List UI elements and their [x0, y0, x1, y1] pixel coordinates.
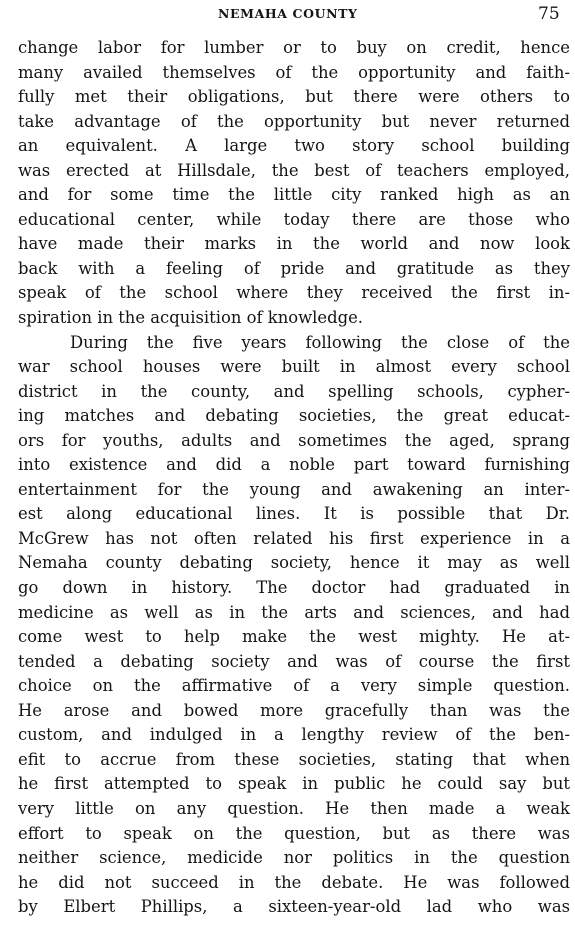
text-line: McGrew has not often related his first experience in a	[18, 528, 570, 548]
text-line: fully met their obligations, but there were others to	[18, 87, 570, 107]
text-line: an equivalent. A large two story school building	[18, 136, 570, 156]
text-line: effort to speak on the question, but as there was	[18, 823, 570, 843]
text-line: entertainment for the young and awakening an inter-	[18, 479, 570, 499]
text-line: go down in history. The doctor had graduated in	[18, 578, 570, 598]
paragraph-end-line: spiration in the acquisition of knowledge.	[18, 308, 364, 328]
text-line: back with a feeling of pride and gratitude as they	[18, 258, 570, 278]
text-line: medicine as well as in the arts and sciences, and had	[18, 602, 570, 622]
text-line: efit to accrue from these societies, stating that when	[18, 749, 570, 769]
text-line: come west to help make the west mighty. He at-	[18, 627, 570, 647]
text-line: very little on any question. He then made a weak	[18, 798, 570, 818]
paragraph-start-line: During the five years following the close of the	[70, 332, 570, 352]
text-line: custom, and indulged in a lengthy review of the ben-	[18, 725, 570, 745]
text-line: many availed themselves of the opportunity and faith-	[18, 62, 570, 82]
text-line: speak of the school where they received the first in-	[18, 283, 570, 303]
text-line: by Elbert Phillips, a sixteen-year-old lad who was	[18, 897, 570, 917]
text-line: he did not succeed in the debate. He was followed	[18, 872, 570, 892]
text-line: choice on the affirmative of a very simple question.	[18, 676, 570, 696]
page-header	[0, 4, 575, 26]
text-line: tended a debating society and was of course the first	[18, 651, 570, 671]
text-line: he first attempted to speak in public he could say but	[18, 774, 570, 794]
text-line: educational center, while today there are those who	[18, 209, 570, 229]
text-line: change labor for lumber or to buy on credit, hence	[18, 38, 570, 57]
text-line: ing matches and debating societies, the great educat-	[18, 406, 570, 426]
page-number: 75	[538, 4, 560, 24]
text-line: neither science, medicide nor politics in the question	[18, 848, 570, 868]
running-head: NEMAHA COUNTY	[218, 6, 358, 21]
text-line: district in the county, and spelling schools, cypher-	[18, 381, 570, 401]
text-line: have made their marks in the world and now look	[18, 234, 570, 254]
text-line: est along educational lines. It is possible that Dr.	[18, 504, 570, 524]
body-text	[18, 36, 570, 920]
text-line: He arose and bowed more gracefully than was the	[18, 700, 570, 720]
text-line: war school houses were built in almost every school	[18, 357, 570, 377]
text-line: take advantage of the opportunity but never returned	[18, 111, 570, 131]
text-line: ors for youths, adults and sometimes the aged, sprang	[18, 430, 570, 450]
text-line: Nemaha county debating society, hence it may as well	[18, 553, 570, 573]
text-line: and for some time the little city ranked high as an	[18, 185, 570, 205]
text-line: was erected at Hillsdale, the best of teachers employed,	[18, 160, 570, 180]
text-line: into existence and did a noble part toward furnishing	[18, 455, 570, 475]
